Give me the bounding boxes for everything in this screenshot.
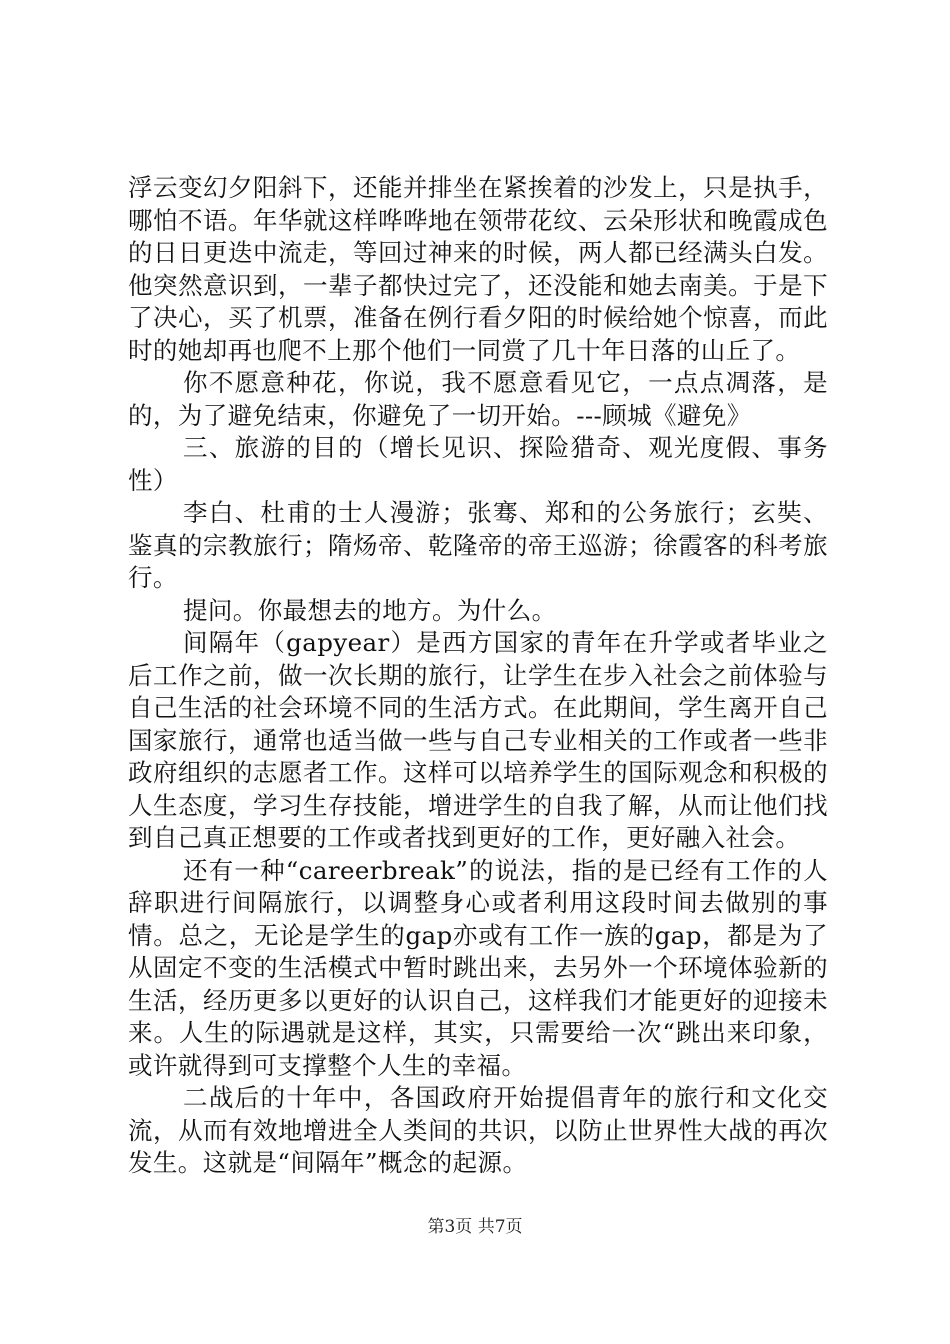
paragraph-sunset-story: 浮云变幻夕阳斜下，还能并排坐在紧挨着的沙发上，只是执手，哪怕不语。年华就这样哗哗地在领带花纹、云朵形状和晚霞成色的日日更迭中流走，等回过神来的时候，两人都已经满头白发。他突然意识到，一辈子都快过完了，还没能和她去南美。于是下了决心，买了机票，准备在例行看夕阳的时候给她个惊喜，而此时的她却再也爬不上那个他们一同赏了几十年日落的山丘了。 (128, 173, 828, 365)
paragraph-gucheng-quote: 你不愿意种花，你说，我不愿意看见它，一点点凋落，是的，为了避免结束，你避免了一切开始。---顾城《避免》 (128, 368, 828, 430)
section-heading-travel-purpose: 三、旅游的目的（增长见识、探险猎奇、观光度假、事务性） (128, 433, 828, 495)
paragraph-gap-year-origin: 二战后的十年中，各国政府开始提倡青年的旅行和文化交流，从而有效地增进全人类间的共识，以防止世界性大战的再次发生。这就是“间隔年”概念的起源。 (128, 1083, 828, 1177)
paragraph-historical-travelers: 李白、杜甫的士人漫游；张骞、郑和的公务旅行；玄奘、鉴真的宗教旅行；隋炀帝、乾隆帝的帝王巡游；徐霞客的科考旅行。 (128, 498, 828, 592)
document-body (128, 172, 828, 1180)
paragraph-career-break: 还有一种“careerbreak”的说法，指的是已经有工作的人辞职进行间隔旅行，以调整身心或者利用这段时间去做别的事情。总之，无论是学生的gap亦或有工作一族的gap，都是为了从固定不变的生活模式中暂时跳出来，去另外一个环境体验新的生活，经历更多以更好的认识自己，这样我们才能更好的迎接未来。人生的际遇就是这样，其实，只需要给一次“跳出来印象，或许就得到可支撑整个人生的幸福。 (128, 855, 828, 1080)
paragraph-gap-year: 间隔年（gapyear）是西方国家的青年在升学或者毕业之后工作之前，做一次长期的旅行，让学生在步入社会之前体验与自己生活的社会环境不同的生活方式。在此期间，学生离开自己国家旅行，通常也适当做一些与自己专业相关的工作或者一些非政府组织的志愿者工作。这样可以培养学生的国际观念和积极的人生态度，学习生存技能，增进学生的自我了解，从而让他们找到自己真正想要的工作或者找到更好的工作，更好融入社会。 (128, 628, 828, 852)
paragraph-question: 提问。你最想去的地方。为什么。 (183, 595, 557, 625)
page-number: 第3页 共7页 (427, 1217, 523, 1237)
